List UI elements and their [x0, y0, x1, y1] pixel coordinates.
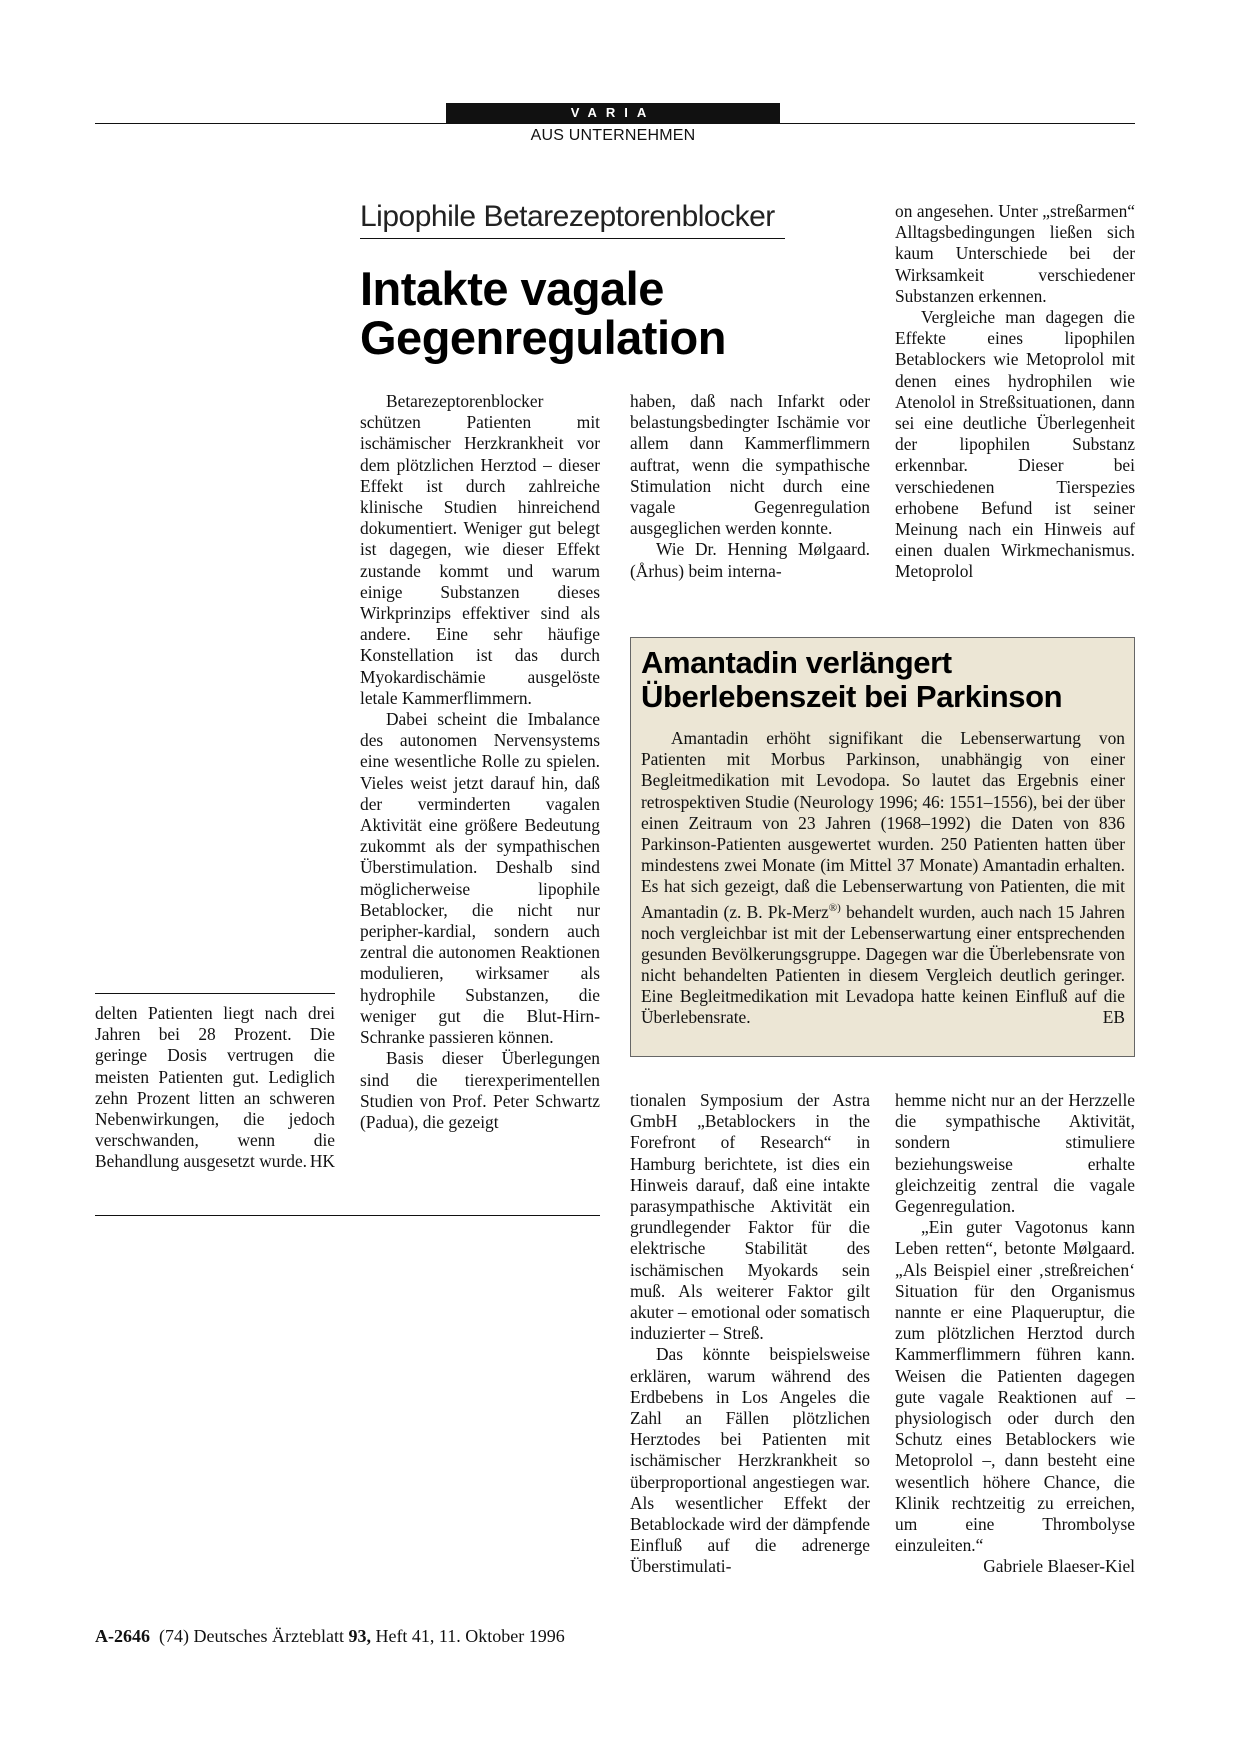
box-title-line: Amantadin verlängert	[641, 645, 952, 680]
paragraph	[895, 1217, 1135, 1577]
previous-article-text: delten Patienten liegt nach drei Jahren bei 28 Prozent. Die geringe Dosis vertrugen die meisten Patienten gut. Lediglich zehn Prozent litten an schweren Nebenwirkungen, die jedoch verschwanden, wenn die Behandlung ausgesetzt wurde.	[95, 1003, 335, 1172]
box-text	[641, 728, 1125, 1029]
section-bar: VARIA	[446, 103, 780, 123]
article-column-2-bottom	[630, 1090, 870, 1578]
previous-signature: HK	[309, 1151, 335, 1172]
paragraph: Das könnte beispielsweise erklären, warum während des Erdbebens in Los Angeles die Zahl an Fällen plötzlichen Herztodes bei Patienten mit ischämischer Herzkrankheit so überproportional angestiegen war. Als wesentlicher Effekt der Betablockade wird der dämpfende Einfluß auf die adrenerge Überstimulati-	[630, 1344, 870, 1577]
box-title-line: Überlebenszeit bei Parkinson	[641, 679, 1063, 714]
journal-name: Deutsches Ärzteblatt	[193, 1626, 344, 1646]
paragraph: haben, daß nach Infarkt oder belastungsbedingter Ischämie vor allem dann Kammerflimmern auftrat, wenn die sympathische Stimulation nicht durch eine vagale Gegenregulation ausgeglichen werden konnte.	[630, 391, 870, 539]
bottom-left-rule	[95, 1215, 600, 1216]
box-text-part: behandelt wurden, auch nach 15 Jahren noch vergleichbar ist mit der Lebenserwartung einer entsprechenden gesunden Bevölkerungsgruppe. Dagegen war die Überlebensrate von nicht behandelten Patienten in diesem Vergleich deutlich geringer. Eine Begleitmedikation mit Levadopa hatte keinen Einfluß auf die Überlebensrate.	[641, 901, 1125, 1028]
paragraph: tionalen Symposium der Astra GmbH „Betablockers in the Forefront of Research“ in Hamburg berichtete, ist dies ein Hinweis darauf, daß eine intakte parasympathische Aktivität ein grundlegender Faktor für die elektrische Stabilität des ischämischen Myokards sein muß. Als weiterer Faktor gilt akuter – emotional oder somatisch induzierter – Streß.	[630, 1090, 870, 1344]
page-number: (74)	[159, 1626, 189, 1646]
left-column-rule	[95, 993, 335, 994]
paragraph: hemme nicht nur an der Herzzelle die sympathische Aktivität, sondern stimuliere beziehungsweise erhalte gleichzeitig zentral die vagale Gegenregulation.	[895, 1090, 1135, 1217]
page-code: A-2646	[95, 1626, 150, 1646]
article-headline: Intakte vagale Gegenregulation	[360, 262, 726, 364]
article-column-3-bottom	[895, 1090, 1135, 1578]
article-column-2-top	[630, 391, 870, 582]
article-column-1	[360, 391, 600, 1133]
paragraph: Vergleiche man dagegen die Effekte eines lipophilen Betablockers wie Metoprolol mit denen eines hydrophilen wie Atenolol in Streßsituationen, dann sei eine deutliche Überlegenheit der lipophilen Substanz erkennbar. Dieser bei verschiedenen Tierspezies erhobene Befund ist seiner Meinung nach ein Hinweis auf einen dualen Wirkmechanismus. Metoprolol	[895, 307, 1135, 582]
volume: 93,	[348, 1626, 371, 1646]
paragraph-text: „Ein guter Vagotonus kann Leben retten“, betonte Mølgaard. „Als Beispiel einer ‚streßreichen‘ Situation für den Organismus nannte er eine Plaqueruptur, die zum plötzlichen Herztod durch Kammerflimmern führen kann. Weisen die Patienten dagegen gute vagale Reaktionen auf – physiologisch oder durch den Schutz eines Betablockers wie Metoprolol –, dann besteht eine wesentlich höhere Chance, die Klinik rechtzeitig zu erreichen, um eine Thrombolyse einzuleiten.“	[895, 1217, 1135, 1556]
page-footer	[95, 1626, 565, 1647]
box-title	[641, 646, 1129, 714]
box-paragraph	[641, 728, 1125, 1029]
paragraph: on angesehen. Unter „streßarmen“ Alltagsbedingungen ließen sich kaum Unterschiede bei der Wirksamkeit verschiedener Substanzen erkennen.	[895, 201, 1135, 306]
author-name: Gabriele Blaeser-Kiel	[983, 1556, 1135, 1577]
article-kicker: Lipophile Betarezeptorenblocker	[360, 200, 775, 233]
registered-mark: ®)	[828, 901, 841, 914]
paragraph: Betarezeptorenblocker schützen Patienten mit ischämischer Herzkrankheit vor dem plötzlichen Herztod – dieser Effekt ist durch zahlreiche klinische Studien hinreichend dokumentiert. Weniger gut belegt ist dagegen, wie dieser Effekt zustande kommt und warum einige Substanzen dieses Wirkprinzips effektiver sind als andere. Eine sehr häufige Konstellation ist das durch Myokardischämie ausgelöste letale Kammerflimmern.	[360, 391, 600, 708]
kicker-underline	[360, 238, 785, 239]
previous-article-fragment	[95, 1003, 335, 1173]
paragraph: Dabei scheint die Imbalance des autonomen Nervensystems eine wesentliche Rolle zu spielen. Vieles weist jetzt darauf hin, daß der verminderten vagalen Aktivität eine größere Bedeutung zukommt als der sympathischen Überstimulation. Deshalb sind möglicherweise lipophile Betablocker, die nicht nur peripher-kardial, sondern auch zentral die autonomen Reaktionen modulieren, wirksamer als hydrophile Substanzen, die weniger gut die Blut-Hirn-Schranke passieren können.	[360, 709, 600, 1048]
header-rule	[95, 123, 1135, 124]
paragraph: Wie Dr. Henning Mølgaard. (Århus) beim interna-	[630, 539, 870, 581]
subsection-label: AUS UNTERNEHMEN	[530, 127, 696, 144]
sidebar-box	[630, 637, 1135, 1057]
paragraph: Basis dieser Überlegungen sind die tierexperimentellen Studien von Prof. Peter Schwartz (Padua), die gezeigt	[360, 1048, 600, 1132]
issue: Heft 41, 11. Oktober 1996	[375, 1626, 565, 1646]
box-signature: EB	[1102, 1007, 1125, 1028]
box-text-part: Amantadin erhöht signifikant die Lebenserwartung von Patienten mit Morbus Parkinson, unabhängig von einer Begleitmedikation mit Levodopa. So lautet das Ergebnis einer retrospektiven Studie (Neurology 1996; 46: 1551–1556), bei der über einen Zeitraum von 23 Jahren (1968–1992) die Daten von 836 Parkinson-Patienten ausgewertet wurden. 250 Patienten hatten über mindestens zwei Monate (im Mittel 37 Monate) Amantadin erhalten. Es hat sich gezeigt, daß die Lebenserwartung von Patienten, die mit Amantadin (z. B. Pk-Merz	[641, 728, 1125, 922]
paragraph	[95, 1003, 335, 1173]
article-column-3-top	[895, 201, 1135, 583]
